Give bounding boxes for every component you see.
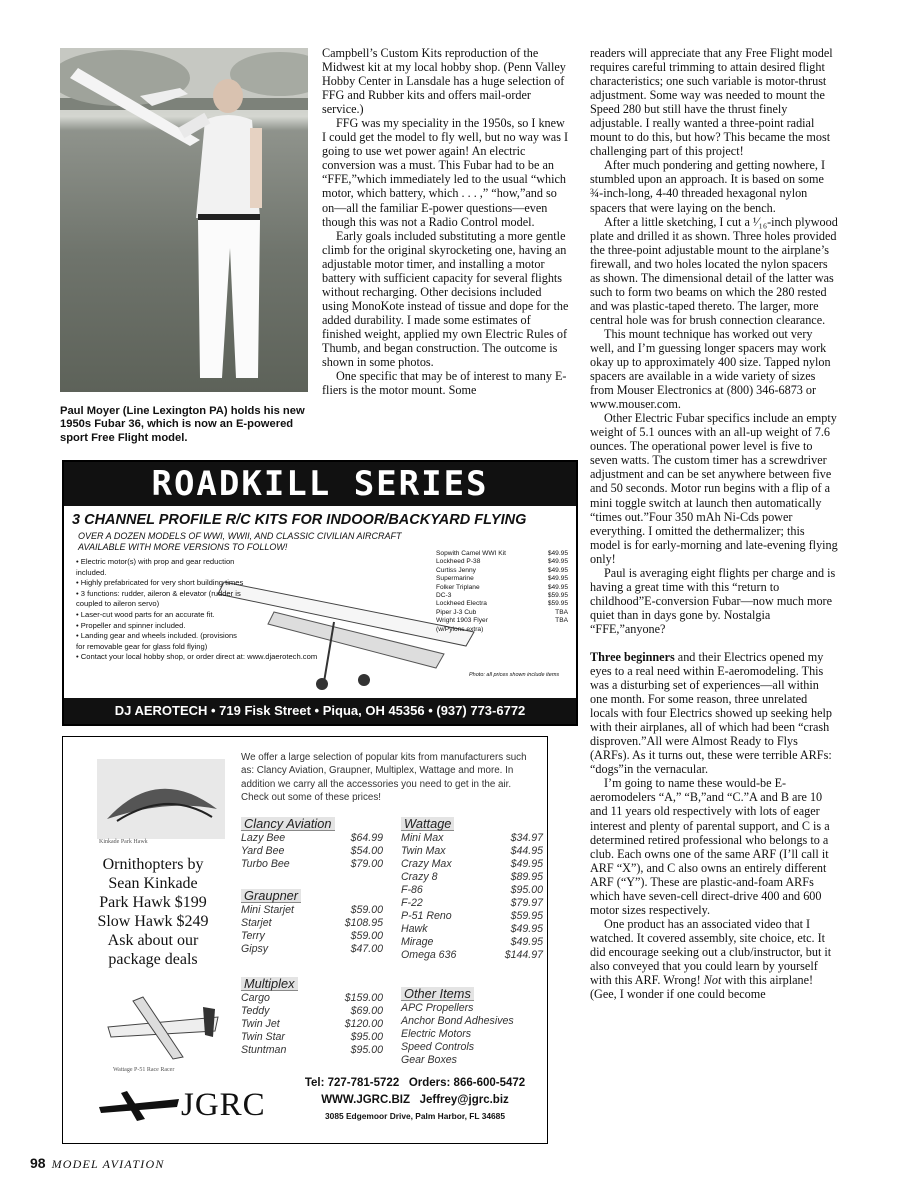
price-list — [436, 550, 568, 634]
feature-item: • Electric motor(s) with prop and gear reduction included. — [76, 557, 246, 578]
ad-footer-contact: DJ AEROTECH • 719 Fisk Street • Piqua, OH 45356 • (937) 773-6772 — [64, 698, 576, 724]
article-column-3 — [590, 46, 838, 1001]
paragraph: Paul is averaging eight flights per charge and is having a great time with this “return to childhood”E-conversion Fubar—now much more quiet than in days gone by. Nostalgia “FFE,”anyone? — [590, 565, 836, 636]
product-row: Anchor Bond Adhesives — [401, 1015, 514, 1027]
brand-group — [401, 987, 543, 1067]
address: 3085 Edgemoor Drive, Palm Harbor, FL 34685 — [325, 1111, 505, 1121]
product-row: F-22 $79.97 — [401, 897, 543, 909]
feature-item: • Propeller and spinner included. — [76, 621, 246, 632]
ad-note: Photo: all prices shown include items — [469, 672, 560, 678]
offer-line: package deals — [108, 951, 198, 968]
brand-title: Graupner — [241, 889, 301, 903]
price-row: Wright 1903 Flyer TBA — [436, 617, 568, 625]
product-row: Teddy $69.00 — [241, 1005, 383, 1017]
section-lead: Three beginners — [590, 649, 675, 664]
brand-title: Multiplex — [241, 977, 298, 991]
ad-title: ROADKILL SERIES — [64, 462, 576, 506]
tel[interactable]: Tel: 727-781-5722 — [304, 1077, 400, 1089]
article-column-2 — [322, 46, 570, 397]
ornithopter-offer — [69, 855, 237, 969]
race-plane-icon — [103, 987, 223, 1065]
paragraph-text: One product has an associated video that I watched. It covered assembly, site choice, etc. It did encourage seeking out a club/instructor, but it also conveyed that you could learn by yourself with this ARF. Wrong! — [590, 916, 832, 988]
section-paragraph — [590, 650, 838, 776]
offer-line: Sean Kinkade — [108, 875, 198, 892]
paragraph-text: with this airplane! (Gee, I wonder if one could become — [590, 973, 814, 1002]
feature-item: • Laser-cut wood parts for an accurate fit. — [76, 610, 246, 621]
paragraph: This mount technique has worked out very well, and I’m guessing longer spacers may work okay up to approximately 400 size. Tapped nylon spacers are available in a wide variety of sizes from Mouser Electronics at (800) 346-6873 or www.mouser.com. — [590, 326, 831, 412]
price-row: Piper J-3 Cub TBA — [436, 608, 568, 616]
product-row: P-51 Reno $59.95 — [401, 910, 543, 922]
product-row: F-86 $95.00 — [401, 884, 543, 896]
page-footer — [30, 1155, 165, 1173]
photo-illustration — [60, 48, 308, 392]
paragraph: One specific that may be of interest to many E-fliers is the motor mount. Some — [322, 369, 567, 398]
website-link[interactable]: WWW.JGRC.BIZ — [321, 1094, 410, 1106]
price-row: Supermarine $49.95 — [436, 575, 568, 583]
price-row: Sopwith Camel WWI Kit $49.95 — [436, 550, 568, 557]
offer-line: Ornithopters by — [102, 856, 204, 873]
price-row: Folker Triplane $49.95 — [436, 583, 568, 591]
product-row: Starjet $108.95 — [241, 917, 383, 929]
product-row: Cargo $159.00 — [241, 992, 383, 1004]
paragraph: readers will appreciate that any Free Flight model requires careful trimming to attain desired flight characteristics; one such variable is motor-thrust adjustment. Some way was needed to mount the Speed 280 but still have the thrust finely adjustable. I really wanted a three-point radial mount to do this, but how? This became the most challenging part of this project! — [590, 46, 833, 159]
offer-line: Ask about our — [107, 932, 199, 949]
product-row: Electric Motors — [401, 1028, 472, 1040]
offer-line: Slow Hawk $249 — [97, 913, 209, 930]
paragraph: Campbell’s Custom Kits reproduction of the Midwest kit at my local hobby shop. (Penn Valley Hobby Center in Lansdale has a huge selection of FFG and Rubber kits and offers mail-order service.) — [322, 46, 566, 117]
feature-list — [76, 557, 318, 663]
feature-item: • 3 functions: rudder, aileron & elevator (rudder is coupled to aileron servo) — [76, 589, 246, 610]
product-row: Lazy Bee $64.99 — [241, 832, 383, 844]
price-row: Lockheed P-38 $49.95 — [436, 558, 568, 566]
web-line — [285, 1092, 545, 1109]
price-row: Curtiss Jenny $49.95 — [436, 566, 568, 574]
price-row: (w/Pylons extra) — [436, 625, 484, 633]
product-row: Mirage $49.95 — [401, 936, 543, 948]
paragraph: FFG was my speciality in the 1950s, so I knew I could get the model to fly well, but no way was I going to use wet power again! An electric conversion was a must. This Fubar had to be an “FFE,”which immediately led to the usual “which motor, which battery, which . . . ,” “how,”and so on—all the familiar E-power questions—even though this was not a Radio Control model. — [322, 116, 569, 229]
product-row: Crazy Max $49.95 — [401, 858, 543, 870]
page-number: 98 — [30, 1155, 46, 1171]
product-row: Terry $59.00 — [241, 930, 383, 942]
brand-group — [241, 977, 383, 1057]
product-row: APC Propellers — [401, 1002, 474, 1014]
brand-title: Wattage — [401, 817, 454, 831]
ad-intro: We offer a large selection of popular kits from manufacturers such as: Clancy Aviation, Graupner, Multiplex, Wattage and more. In addition we carry all the accessories you need to get in the air. Check out some of these prices! — [241, 752, 527, 803]
photo-man-with-model-plane — [60, 48, 308, 392]
brand-group — [241, 817, 383, 871]
product-row: Speed Controls — [401, 1041, 475, 1053]
paragraph: Other Electric Fubar specifics include an empty weight of 5.1 ounces with an all-up weight of 7.6 ounces. The operational power level is five to seven watts. The custom timer has a screwdriver adjustment and can be set anywhere between five and 50 seconds. Motor run begins with a flip of a mini toggle switch at launch then automatically “times out.”Four 350 mAh Ni-Cds power everything. I omitted the dethermalizer; this model is for early-morning and late-evening flying only! — [590, 411, 838, 566]
paragraph: After much pondering and getting nowhere, I stumbled upon an approach. It is based on some ¾-inch-long, 4-40 threaded hexagonal nylon spacers that were laying on the bench. — [590, 158, 825, 215]
paragraph: I’m going to name these would-be E-aeromodelers “A,” “B,”and “C.”A and B are 10 and 11 years old respectively with lots of eager interest and plenty of parental support, and C is a determined retired professional who belongs to a club. Each owns one of the same ARF (I’ll call it ARF “X”), and C also owns an entirely different ARF (“Y”). These are plastic-and-foam ARFs which have seven-cell direct-drive 400 and 600 motor sizes respectively. — [590, 776, 830, 917]
product-row: Stuntman $95.00 — [241, 1044, 383, 1056]
picture-caption: Kinkade Park Hawk — [99, 839, 148, 845]
ad-subtitle: 3 CHANNEL PROFILE R/C KITS FOR INDOOR/BACKYARD FLYING — [72, 512, 527, 528]
email-link[interactable]: Jeffrey@jgrc.biz — [419, 1094, 509, 1106]
brand-title: Other Items — [401, 987, 474, 1001]
product-row: Yard Bee $54.00 — [241, 845, 383, 857]
product-row: Twin Jet $120.00 — [241, 1018, 383, 1030]
ornithopter-picture-icon — [97, 759, 225, 839]
picture-caption: Wattage P-51 Race Racer — [113, 1067, 175, 1073]
orders-phone[interactable]: Orders: 866-600-5472 — [408, 1077, 526, 1089]
magazine-name: MODEL AVIATION — [51, 1157, 165, 1171]
product-row: Mini Max $34.97 — [401, 832, 543, 844]
ad-roadkill-series[interactable] — [62, 460, 578, 726]
offer-line: Park Hawk $199 — [99, 894, 207, 911]
jgrc-logo: JGRC — [181, 1087, 266, 1123]
paragraph: Early goals included substituting a more gentle climb for the original skyrocketing one, having an adjustable motor timer, and installing a motor battery with sufficient capacity for several flights without recharging. Other decisions included using MonoKote instead of tissue and dope for the added durability. I made some estimates of finished weight, applied my own Electric Rules of Thumb, and began construction. The outcome is shown in some photos. — [322, 228, 569, 370]
product-row: Twin Max $44.95 — [401, 845, 543, 857]
emphasis: Not — [703, 973, 722, 988]
ad-tagline: OVER A DOZEN MODELS OF WWI, WWII, AND CLASSIC CIVILIAN AIRCRAFT AVAILABLE WITH MORE VERSIONS TO FOLLOW! — [78, 531, 402, 552]
photo-caption: Paul Moyer (Line Lexington PA) holds his new 1950s Fubar 36, which is now an E-powered sport Free Flight model. — [60, 405, 305, 444]
product-row: Crazy 8 $89.95 — [401, 871, 543, 883]
product-row: Omega 636 $144.97 — [401, 949, 543, 961]
product-row: Gipsy $47.00 — [241, 943, 383, 955]
jgrc-plane-logo-icon — [97, 1089, 181, 1123]
product-row: Gear Boxes — [401, 1054, 457, 1066]
product-row: Mini Starjet $59.00 — [241, 904, 383, 916]
product-row: Hawk $49.95 — [401, 923, 543, 935]
price-row: Lockheed Electra $59.95 — [436, 600, 568, 608]
feature-item: • Contact your local hobby shop, or order direct at: www.djaerotech.com — [76, 652, 496, 663]
ad-jgrc[interactable] — [62, 736, 548, 1144]
feature-item: • Highly prefabricated for very short building times — [76, 578, 246, 589]
brand-group — [401, 817, 543, 962]
product-row: Turbo Bee $79.00 — [241, 858, 383, 870]
paragraph — [590, 917, 838, 1001]
paragraph: After a little sketching, I cut a ¹⁄₁₆-inch plywood plate and drilled it as shown. Three holes provided the three-point adjustable mount to the airplane’s firewall, and two holes located the nylon spacers as shown. The dimensional detail of the latter was such to form two beams on which the 280 rested and was plastic-taped thereto. The larger, more central hole was for brush connection clearance. — [590, 214, 838, 327]
feature-item: • Landing gear and wheels included. (provisions for removable gear for glass fold flying) — [76, 631, 246, 652]
price-row: DC-3 $59.95 — [436, 592, 568, 600]
phone-line — [285, 1075, 545, 1092]
brand-title: Clancy Aviation — [241, 817, 335, 831]
jgrc-contact — [285, 1075, 545, 1123]
paragraph-text: and their Electrics opened my eyes to a real need within E-aeromodeling. This was a disturbing set of experiences—all within one month. For some reason, three unrelated locals with four Electrics showed up seeking help with their airplanes, all of which had been “crash disproven.”All were Almost Ready to Flys (ARFs). As it turns out, these were terrible ARFs: “dogs”in the vernacular. — [590, 649, 832, 777]
product-row: Twin Star $95.00 — [241, 1031, 383, 1043]
brand-group — [241, 889, 383, 956]
